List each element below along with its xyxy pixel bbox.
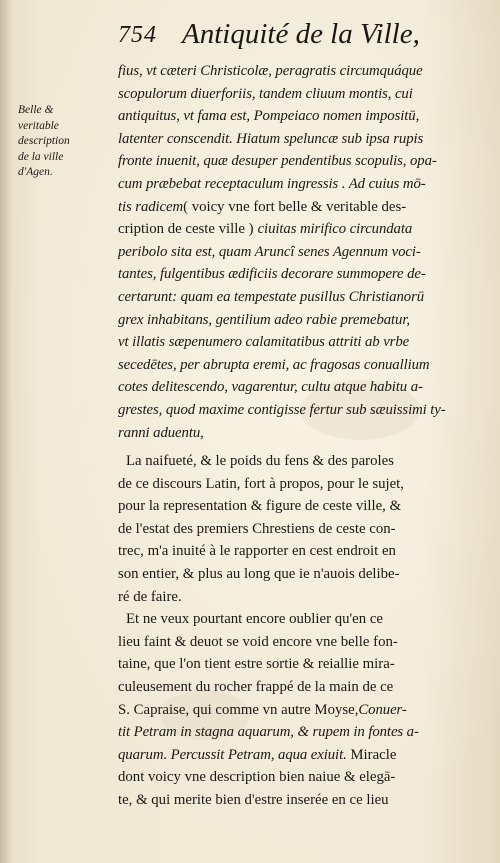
text-line: tantes, fulgentibus ædificiis decorare summopere de- <box>118 266 426 283</box>
text-line: fronte inuenit, quæ desuper pendentibus scopulis, opa- <box>118 153 437 170</box>
text-line: de l'estat des premiers Chrestiens de ceste con- <box>118 520 396 537</box>
text-line: scopulorum diuerforiis, tandem cliuum montis, cui <box>118 85 413 102</box>
text-line: culeusement du rocher frappé de la main de ce <box>118 679 394 696</box>
main-text <box>118 60 470 812</box>
text-line: cotes delitescendo, vagarentur, cultu atque habitu a- <box>118 379 423 396</box>
text-line: lieu faint & deuot se void encore vne belle fon- <box>118 633 398 650</box>
text-line: te, & qui merite bien d'estre inserée en ce lieu <box>118 792 389 808</box>
text-line: fius, vt cæteri Christicolæ, peragratis circumquáque <box>118 63 423 79</box>
marginal-note-line: d'Agen. <box>18 166 53 178</box>
text-line: dont voicy vne description bien naiue & elegā- <box>118 769 396 786</box>
page-number: 754 <box>118 22 157 48</box>
text-line <box>118 196 470 219</box>
text-line: secedētes, per abrupta eremi, ac fragosas conuallium <box>118 356 430 373</box>
page-header <box>118 18 478 56</box>
french-fragment: ( voicy vne fort belle & veritable des- <box>183 198 407 215</box>
text-line: trec, m'a inuité à le rapporter en cest endroit en <box>118 543 396 560</box>
text-line: certarunt: quam ea tempestate pusillus Christianorū <box>118 288 425 305</box>
french-fragment: S. Capraise, qui comme vn autre Moyse, <box>118 701 359 718</box>
text-line: pour la representation & figure de ceste ville, & <box>118 498 402 515</box>
running-title: Antiquité de la Ville, <box>182 18 420 50</box>
text-line: peribolo sita est, quam Aruncî senes Agennum voci- <box>118 243 421 260</box>
text-line: ranni aduentu, <box>118 424 204 441</box>
text-line <box>118 699 470 722</box>
text-line: son entier, & plus au long que ie n'auois delibe- <box>118 566 400 583</box>
text-line: taine, que l'on tient estre sortie & reiallie mira- <box>118 656 395 673</box>
text-line <box>118 744 470 767</box>
text-line: de ce discours Latin, fort à propos, pour le sujet, <box>118 475 404 492</box>
text-line: tit Petram in stagna aquarum, & rupem in fontes a- <box>118 724 419 741</box>
latin-fragment: ciuitas mirifico circundata <box>257 221 413 238</box>
french-fragment: cription de ceste ville ) <box>118 221 254 238</box>
text-line: antiquitus, vt fama est, Pompeiaco nomen impositū, <box>118 108 420 125</box>
latin-fragment: tis radicem <box>118 198 184 215</box>
text-line <box>118 218 470 241</box>
marginal-note-line: description <box>18 135 70 147</box>
text-line: La naifueté, & le poids du fens & des paroles <box>126 453 394 470</box>
marginal-note-line: veritable <box>18 119 59 132</box>
spine-shadow <box>0 0 12 863</box>
french-fragment: Miracle <box>346 746 397 763</box>
marginal-note-line: Belle & <box>18 104 54 116</box>
latin-fragment: quarum. Percussit Petram, aqua exiuit. <box>118 746 347 763</box>
text-line: latenter conscendit. Hiatum speluncæ sub ipsa rupis <box>118 130 424 147</box>
text-line: Et ne veux pourtant encore oublier qu'en ce <box>126 611 383 628</box>
latin-fragment: Conuer- <box>358 701 407 718</box>
text-line: vt illatis sæpenumero calamitatibus attriti ab vrbe <box>118 334 410 351</box>
marginal-note <box>18 103 90 181</box>
text-line: grestes, quod maxime contigisse fertur sub sæuissimi ty- <box>118 401 446 418</box>
marginal-note-line: de la ville <box>18 150 64 163</box>
text-line: cum præbebat receptaculum ingressis . Ad cuius mō- <box>118 175 426 192</box>
text-line: grex inhabitans, gentilium adeo rabie premebatur, <box>118 311 410 328</box>
text-line: ré de faire. <box>118 588 182 605</box>
